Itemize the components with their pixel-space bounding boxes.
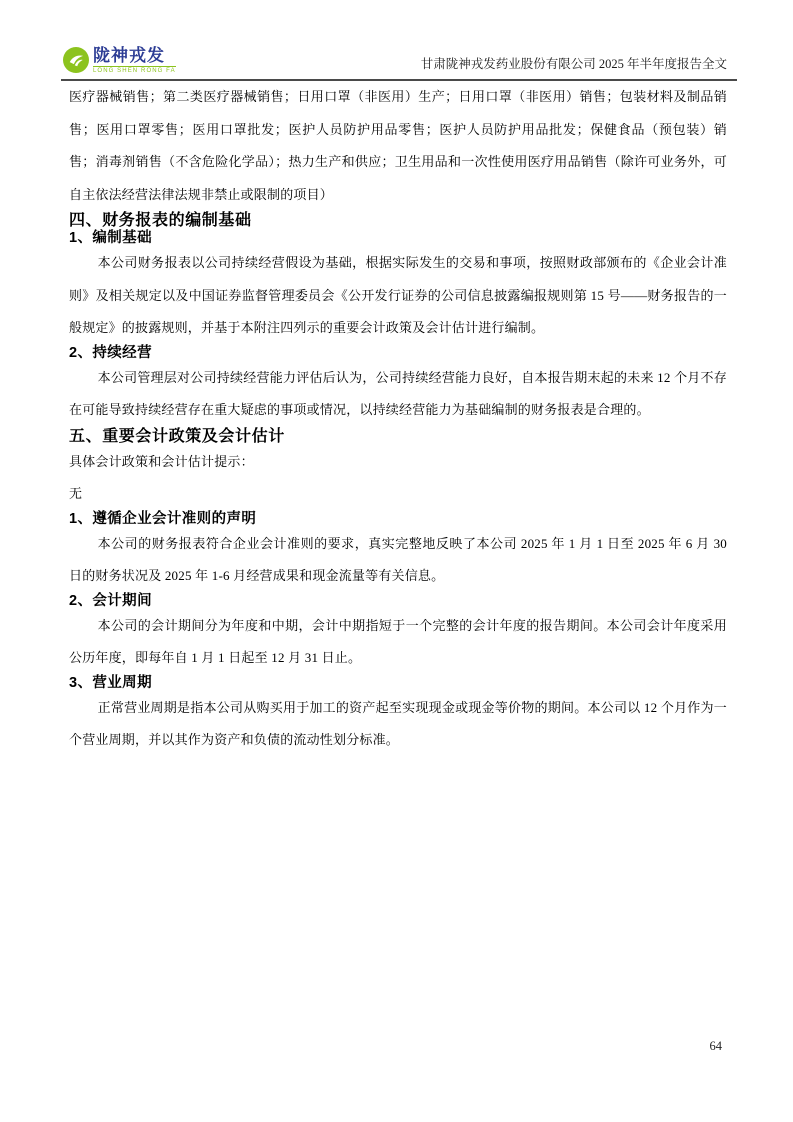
logo-chinese-name: 陇神戎发 (93, 46, 165, 65)
report-title: 甘肃陇神戎发药业股份有限公司 2025 年半年度报告全文 (420, 57, 727, 71)
section-5-heading: 五、重要会计政策及会计估计 (69, 427, 285, 445)
page-header (69, 0, 727, 74)
section-4-1-heading: 1、编制基础 (69, 230, 152, 246)
section-4-2-paragraph: 本公司管理层对公司持续经营能力评估后认为，公司持续经营能力良好，自本报告期末起的未来 12 个月不存在可能导致持续经营存在重大疑虑的事项或情况，以持续经营能力为基础编制的财务报表是合理的。 (69, 369, 727, 417)
document-body (69, 81, 727, 757)
section-5-2-heading: 2、会计期间 (69, 592, 152, 609)
section-5-note-value: 无 (69, 486, 83, 501)
section-4-heading: 四、财务报表的编制基础 (69, 212, 252, 229)
section-5-3-paragraph: 正常营业周期是指本公司从购买用于加工的资产起至实现现金或现金等价物的期间。本公司以 12 个月作为一个营业周期，并以其作为资产和负债的流动性划分标准。 (69, 699, 727, 747)
logo-text (93, 47, 176, 74)
logo-icon (63, 47, 89, 73)
section-5-2-paragraph: 本公司的会计期间分为年度和中期，会计中期指短于一个完整的会计年度的报告期间。本公司会计年度采用公历年度，即每年自 1 月 1 日起至 12 月 31 日止。 (69, 617, 727, 665)
logo-english-name: LONG SHEN RONG FA (93, 68, 176, 74)
section-4-1-paragraph: 本公司财务报表以公司持续经营假设为基础，根据实际发生的交易和事项，按照财政部颁布的《企业会计准则》及相关规定以及中国证券监督管理委员会《公开发行证券的公司信息披露编报规则第 15 号——财务报告的一般规定》的披露规则，并基于本附注四列示的重要会计政策及会计估计进行编制。 (69, 255, 727, 335)
section-5-note-label: 具体会计政策和会计估计提示： (69, 453, 254, 469)
page-number: 64 (709, 1039, 722, 1053)
company-logo (63, 47, 176, 74)
section-5-1-paragraph: 本公司的财务报表符合企业会计准则的要求，真实完整地反映了本公司 2025 年 1 月 1 日至 2025 年 6 月 30 日的财务状况及 2025 年 1-6 月经营成果和现金流量等有关信息。 (69, 535, 727, 583)
section-5-3-heading: 3、营业周期 (69, 674, 152, 691)
section-5-1-heading: 1、遵循企业会计准则的声明 (69, 510, 257, 527)
business-scope-paragraph: 医疗器械销售；第二类医疗器械销售；日用口罩（非医用）生产；日用口罩（非医用）销售；包装材料及制品销售；医用口罩零售；医用口罩批发；医护人员防护用品零售；医护人员防护用品批发；保健食品（预包装）销售；消毒剂销售（不含危险化学品）；热力生产和供应；卫生用品和一次性使用医疗用品销售（除许可业务外，可自主依法经营法律法规非禁止或限制的项目） (69, 89, 727, 202)
section-4-2-heading: 2、持续经营 (69, 344, 152, 361)
